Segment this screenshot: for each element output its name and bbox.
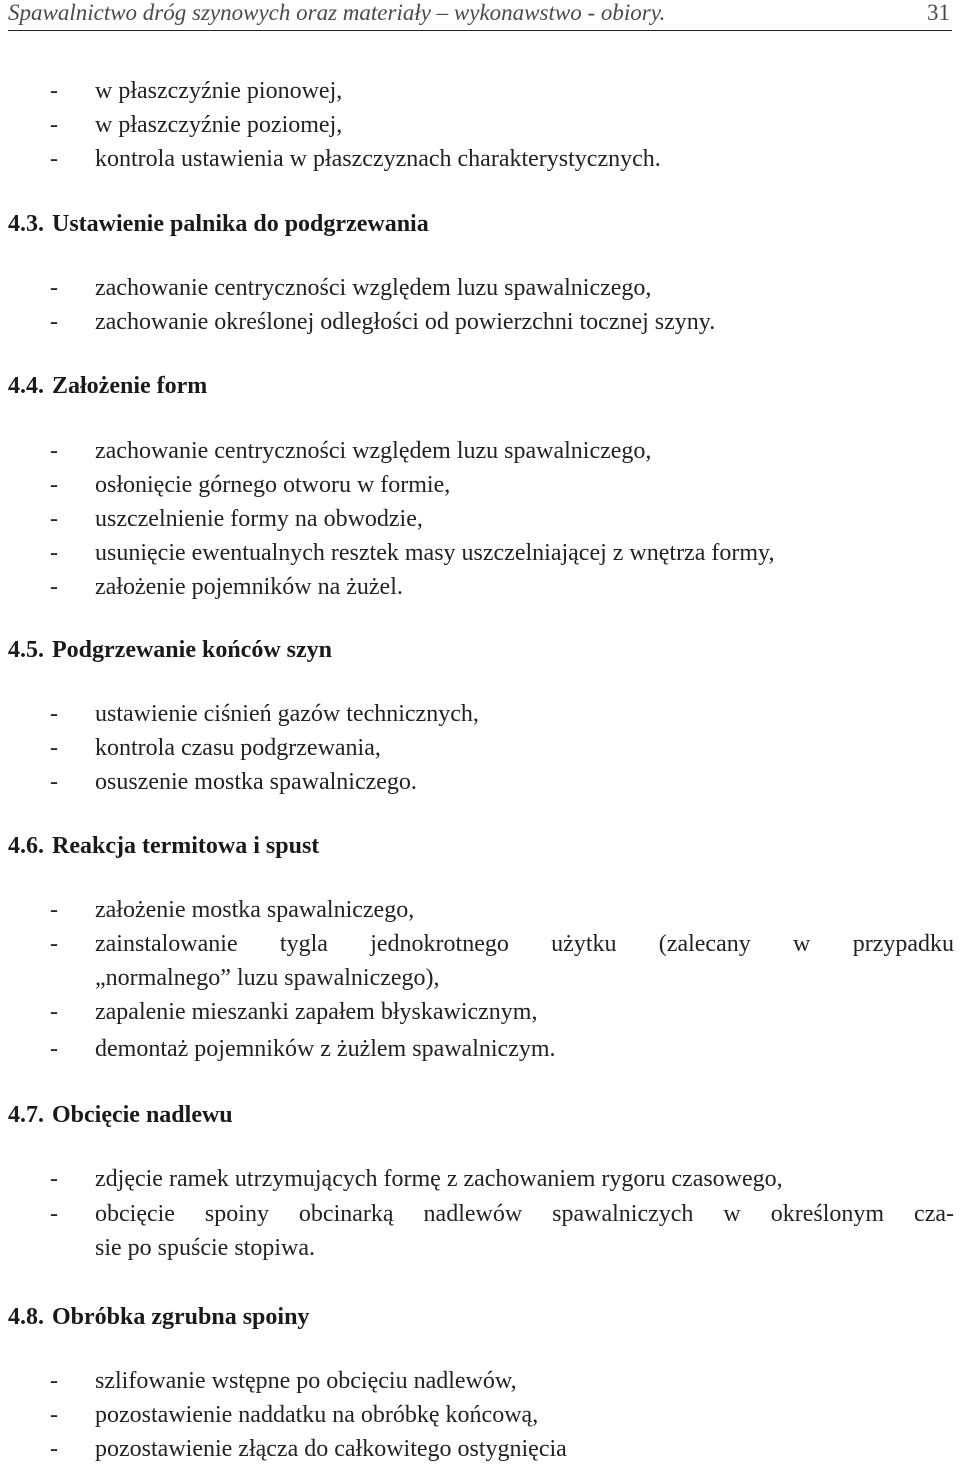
list-item: zdjęcie ramek utrzymujących formę z zachowaniem rygoru czasowego,: [95, 1166, 783, 1192]
list-item: ustawienie ciśnień gazów technicznych,: [95, 701, 479, 727]
section-number: 4.7.: [8, 1102, 44, 1128]
list-item: pozostawienie złącza do całkowitego ostygnięcia: [95, 1436, 567, 1462]
list-item: pozostawienie naddatku na obróbkę końcową,: [95, 1402, 539, 1428]
section-title: Reakcja termitowa i spust: [52, 833, 320, 859]
list-dash: -: [50, 1201, 58, 1227]
section-number: 4.3.: [8, 211, 44, 237]
list-item: zachowanie centryczności względem luzu spawalniczego,: [95, 275, 652, 301]
section-heading: [8, 831, 319, 861]
list-dash: -: [50, 309, 58, 335]
list-dash: -: [50, 1436, 58, 1462]
list-item: zapalenie mieszanki zapałem błyskawicznym,: [95, 999, 538, 1025]
section-heading: [8, 1100, 233, 1130]
list-dash: -: [50, 1368, 58, 1394]
list-dash: -: [50, 701, 58, 727]
section-title: Podgrzewanie końców szyn: [52, 637, 332, 663]
section-heading: [8, 209, 429, 239]
list-dash: -: [50, 897, 58, 923]
section-heading: [8, 1302, 309, 1332]
section-number: 4.8.: [8, 1304, 44, 1330]
list-item: usunięcie ewentualnych resztek masy uszczelniającej z wnętrza formy,: [95, 540, 775, 566]
section-heading: [8, 635, 332, 665]
list-dash: -: [50, 78, 58, 104]
list-item: obcięcie spoiny obcinarką nadlewów spawalniczych w określonym cza-: [95, 1201, 954, 1227]
list-dash: -: [50, 999, 58, 1025]
list-item-continuation: „normalnego” luzu spawalniczego),: [95, 965, 440, 991]
list-item: osłonięcie górnego otworu w formie,: [95, 472, 451, 498]
list-dash: -: [50, 112, 58, 138]
list-item: zachowanie określonej odległości od powierzchni tocznej szyny.: [95, 309, 716, 335]
running-header-title: Spawalnictwo dróg szynowych oraz materiały – wykonawstwo - obiory.: [8, 0, 666, 25]
section-number: 4.6.: [8, 833, 44, 859]
list-dash: -: [50, 275, 58, 301]
list-dash: -: [50, 574, 58, 600]
list-item: założenie mostka spawalniczego,: [95, 897, 415, 923]
list-dash: -: [50, 438, 58, 464]
list-item: zainstalowanie tygla jednokrotnego użytku (zalecany w przypadku: [95, 931, 954, 957]
list-item: osuszenie mostka spawalniczego.: [95, 769, 417, 795]
list-dash: -: [50, 1402, 58, 1428]
list-item: założenie pojemników na żużel.: [95, 574, 403, 600]
list-item: w płaszczyźnie poziomej,: [95, 112, 343, 138]
list-item: kontrola czasu podgrzewania,: [95, 735, 381, 761]
section-title: Ustawienie palnika do podgrzewania: [52, 211, 429, 237]
list-item: uszczelnienie formy na obwodzie,: [95, 506, 423, 532]
section-title: Założenie form: [52, 373, 208, 399]
page-header: [8, 0, 952, 31]
section-title: Obcięcie nadlewu: [52, 1102, 233, 1128]
list-item: demontaż pojemników z żużlem spawalniczym.: [95, 1036, 556, 1062]
list-item-continuation: sie po spuście stopiwa.: [95, 1235, 315, 1261]
list-dash: -: [50, 931, 58, 957]
page-number: 31: [927, 0, 950, 25]
list-dash: -: [50, 146, 58, 172]
list-dash: -: [50, 735, 58, 761]
list-dash: -: [50, 472, 58, 498]
list-dash: -: [50, 540, 58, 566]
list-item: w płaszczyźnie pionowej,: [95, 78, 343, 104]
list-item: zachowanie centryczności względem luzu spawalniczego,: [95, 438, 652, 464]
list-item: szlifowanie wstępne po obcięciu nadlewów,: [95, 1368, 517, 1394]
list-dash: -: [50, 1036, 58, 1062]
list-dash: -: [50, 506, 58, 532]
section-title: Obróbka zgrubna spoiny: [52, 1304, 310, 1330]
section-heading: [8, 371, 207, 401]
list-dash: -: [50, 769, 58, 795]
section-number: 4.4.: [8, 373, 44, 399]
list-dash: -: [50, 1166, 58, 1192]
list-item: kontrola ustawienia w płaszczyznach charakterystycznych.: [95, 146, 661, 172]
section-number: 4.5.: [8, 637, 44, 663]
